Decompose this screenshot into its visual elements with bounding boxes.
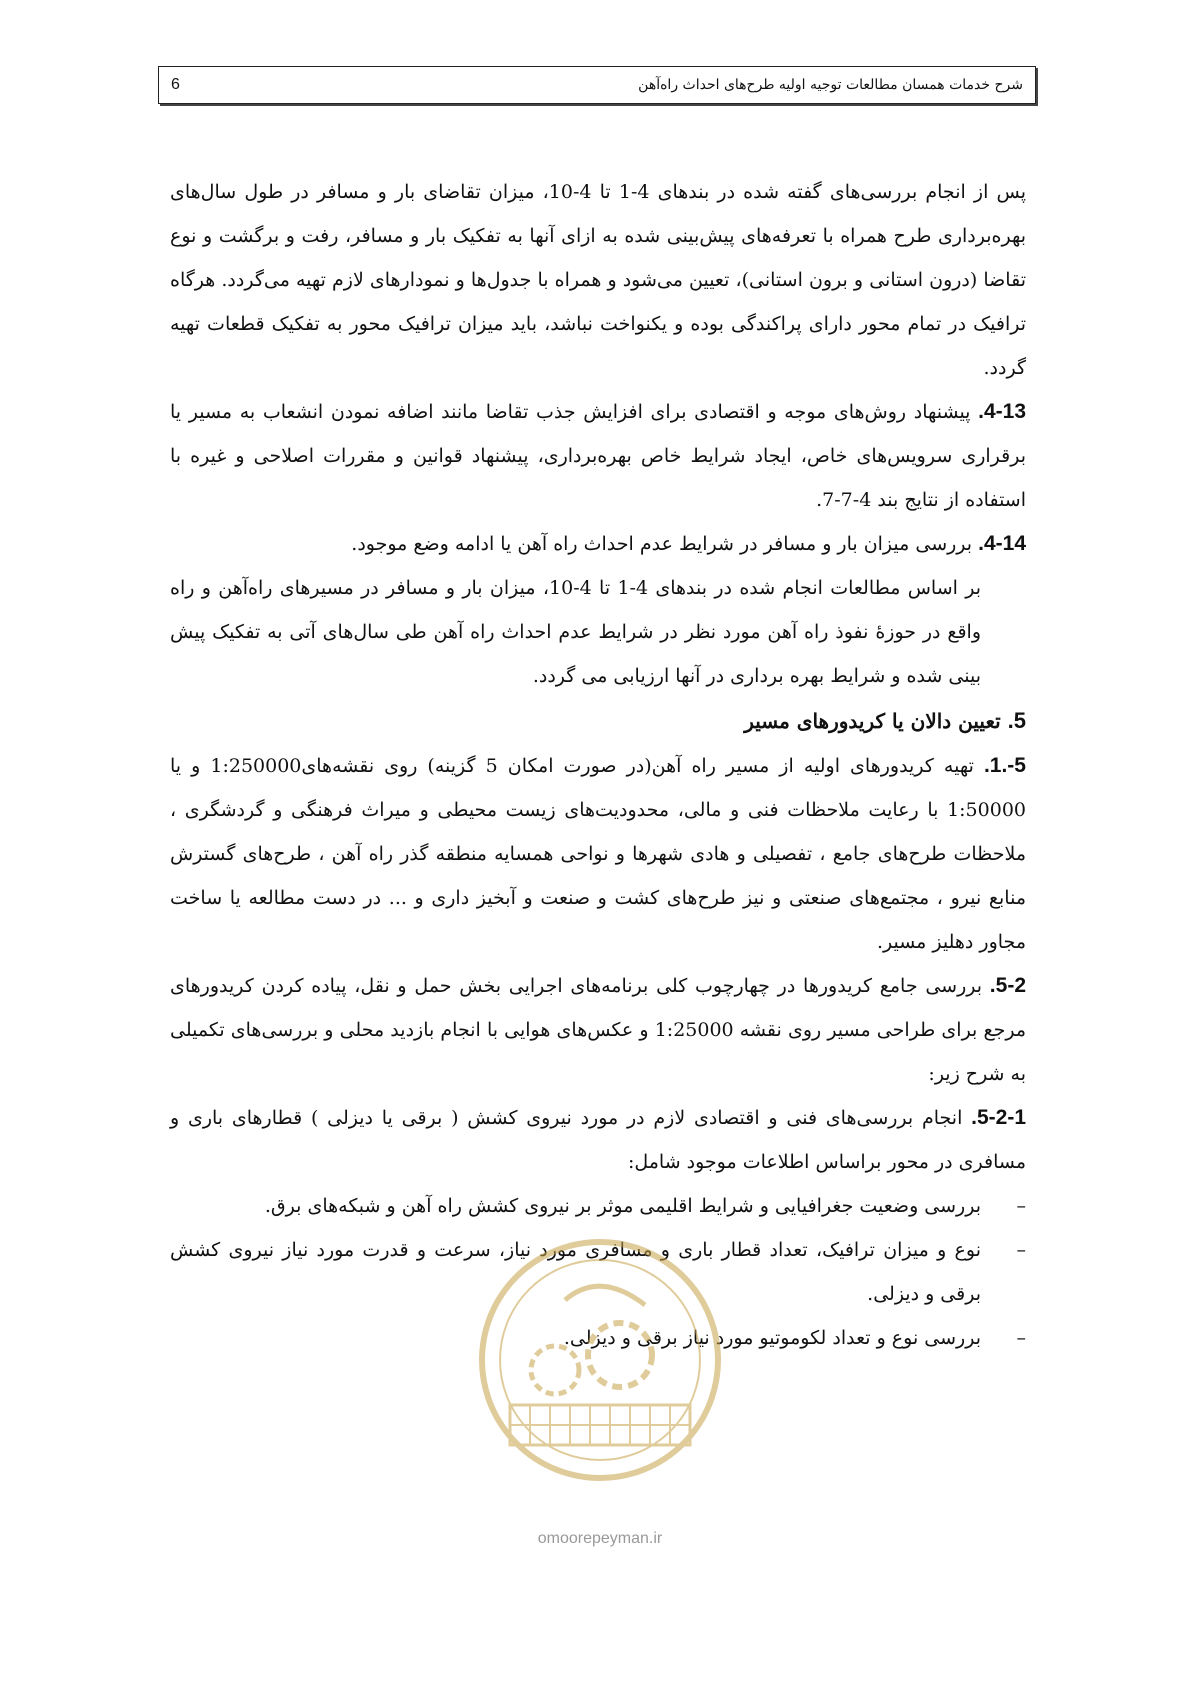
section-heading [170, 698, 1026, 744]
page-number: 6 [171, 76, 180, 93]
item-label: 5-2. [989, 974, 1026, 997]
bullet-text: نوع و میزان ترافیک، تعداد قطار باری و مسافری مورد نیاز، سرعت و قدرت مورد نیاز نیروی کشش برقی و دیزلی. [170, 1239, 981, 1305]
dash-marker: – [1016, 1239, 1026, 1261]
item-label: 4-13. [978, 400, 1026, 423]
seal-icon [470, 1230, 730, 1490]
item-5-1 [170, 744, 1026, 964]
header-title: شرح خدمات همسان مطالعات توجیه اولیه طرح‌های احداث راه‌آهن [638, 77, 1023, 93]
watermark-text: omoorepeyman.ir [537, 1530, 663, 1547]
item-text: پیشنهاد روش‌های موجه و اقتصادی برای افزایش جذب تقاضا مانند اضافه نمودن انشعاب به مسیر یا برقراری سرویس‌های خاص، ایجاد شرایط خاص بهره‌برداری، پیشنهاد قوانین و مقررات اصلاحی و غیره با استفاده از نتایج بند 4-7-7. [170, 401, 1026, 511]
page-header [158, 66, 1036, 104]
item-label: 4-14. [978, 532, 1026, 555]
item-4-14 [170, 522, 1026, 566]
section-title: تعیین دالان یا کریدورهای مسیر [744, 709, 1008, 733]
paragraph: پس از انجام بررسی‌های گفته شده در بندهای 4-1 تا 4-10، میزان تقاضای بار و مسافر در طول سال‌های بهره‌برداری طرح همراه با تعرفه‌های پیش‌بینی شده به ازای آنها به تفکیک بار و مسافر، رفت و برگشت و نوع تقاضا (درون استانی و برون استانی)، تعیین می‌شود و همراه با جدول‌ها و نمودارهای لازم تهیه می‌گردد. هرگاه ترافیک در تمام محور دارای پراکندگی بوده و یکنواخت نباشد، باید میزان ترافیک محور به تفکیک قطعات تهیه گردد. [170, 181, 1026, 379]
item-text: بررسی جامع کریدورها در چهارچوب کلی برنامه‌های اجرایی بخش حمل و نقل، پیاده کردن کریدورهای مرجع برای طراحی مسیر روی نقشه 1:25000 و عکس‌های هوایی با انجام بازدید محلی و بررسی‌های تکمیلی به شرح زیر: [170, 975, 1026, 1085]
item-text: انجام بررسی‌های فنی و اقتصادی لازم در مورد نیروی کشش ( برقی یا دیزلی ) قطارهای باری و مسافری در محور براساس اطلاعات موجود شامل: [170, 1107, 1026, 1173]
item-4-13 [170, 390, 1026, 522]
item-5-2-1 [170, 1096, 1026, 1184]
item-5-2 [170, 964, 1026, 1096]
item-text: تهیه کریدورهای اولیه از مسیر راه آهن(در صورت امکان 5 گزینه) روی نقشه‌های1:250000 و یا 1:50000 با رعایت ملاحظات فنی و مالی، محدودیت‌های زیست محیطی و میراث فرهنگی و گردشگری ، ملاحظات طرح‌های جامع ، تفصیلی و هادی شهرها و نواحی همسایه منطقه گذر راه آهن ، طرح‌های گسترش منابع نیرو ، مجتمع‌های صنعتی و نیز طرح‌های کشت و صنعت و آبخیز داری و ... در دست مطالعه یا ساخت مجاور دهلیز مسیر. [170, 755, 1026, 953]
item-text: بررسی میزان بار و مسافر در شرایط عدم احداث راه آهن یا ادامه وضع موجود. [351, 533, 979, 555]
dash-marker: – [1016, 1327, 1026, 1349]
document-body [170, 170, 1026, 1360]
bullet-item [170, 1184, 1026, 1228]
bullet-text: بررسی نوع و تعداد لکوموتیو مورد نیاز برقی و دیزلی. [563, 1327, 981, 1349]
dash-marker: – [1016, 1195, 1026, 1217]
section-number: 5. [1007, 708, 1026, 733]
item-label: 5-2-1. [971, 1106, 1026, 1129]
item-4-14-detail: بر اساس مطالعات انجام شده در بندهای 4-1 تا 4-10، میزان بار و مسافر در مسیرهای راه‌آهن و راه واقع در حوزهٔ نفوذ راه آهن مورد نظر در شرایط عدم احداث راه آهن طی سال‌های آتی به تفکیک پیش بینی شده و شرایط بهره برداری در آنها ارزیابی می گردد. [170, 577, 981, 687]
bullet-text: بررسی وضعیت جغرافیایی و شرایط اقلیمی موثر بر نیروی کشش راه آهن و شبکه‌های برق. [264, 1195, 981, 1217]
item-label: 5-.1. [983, 754, 1026, 777]
